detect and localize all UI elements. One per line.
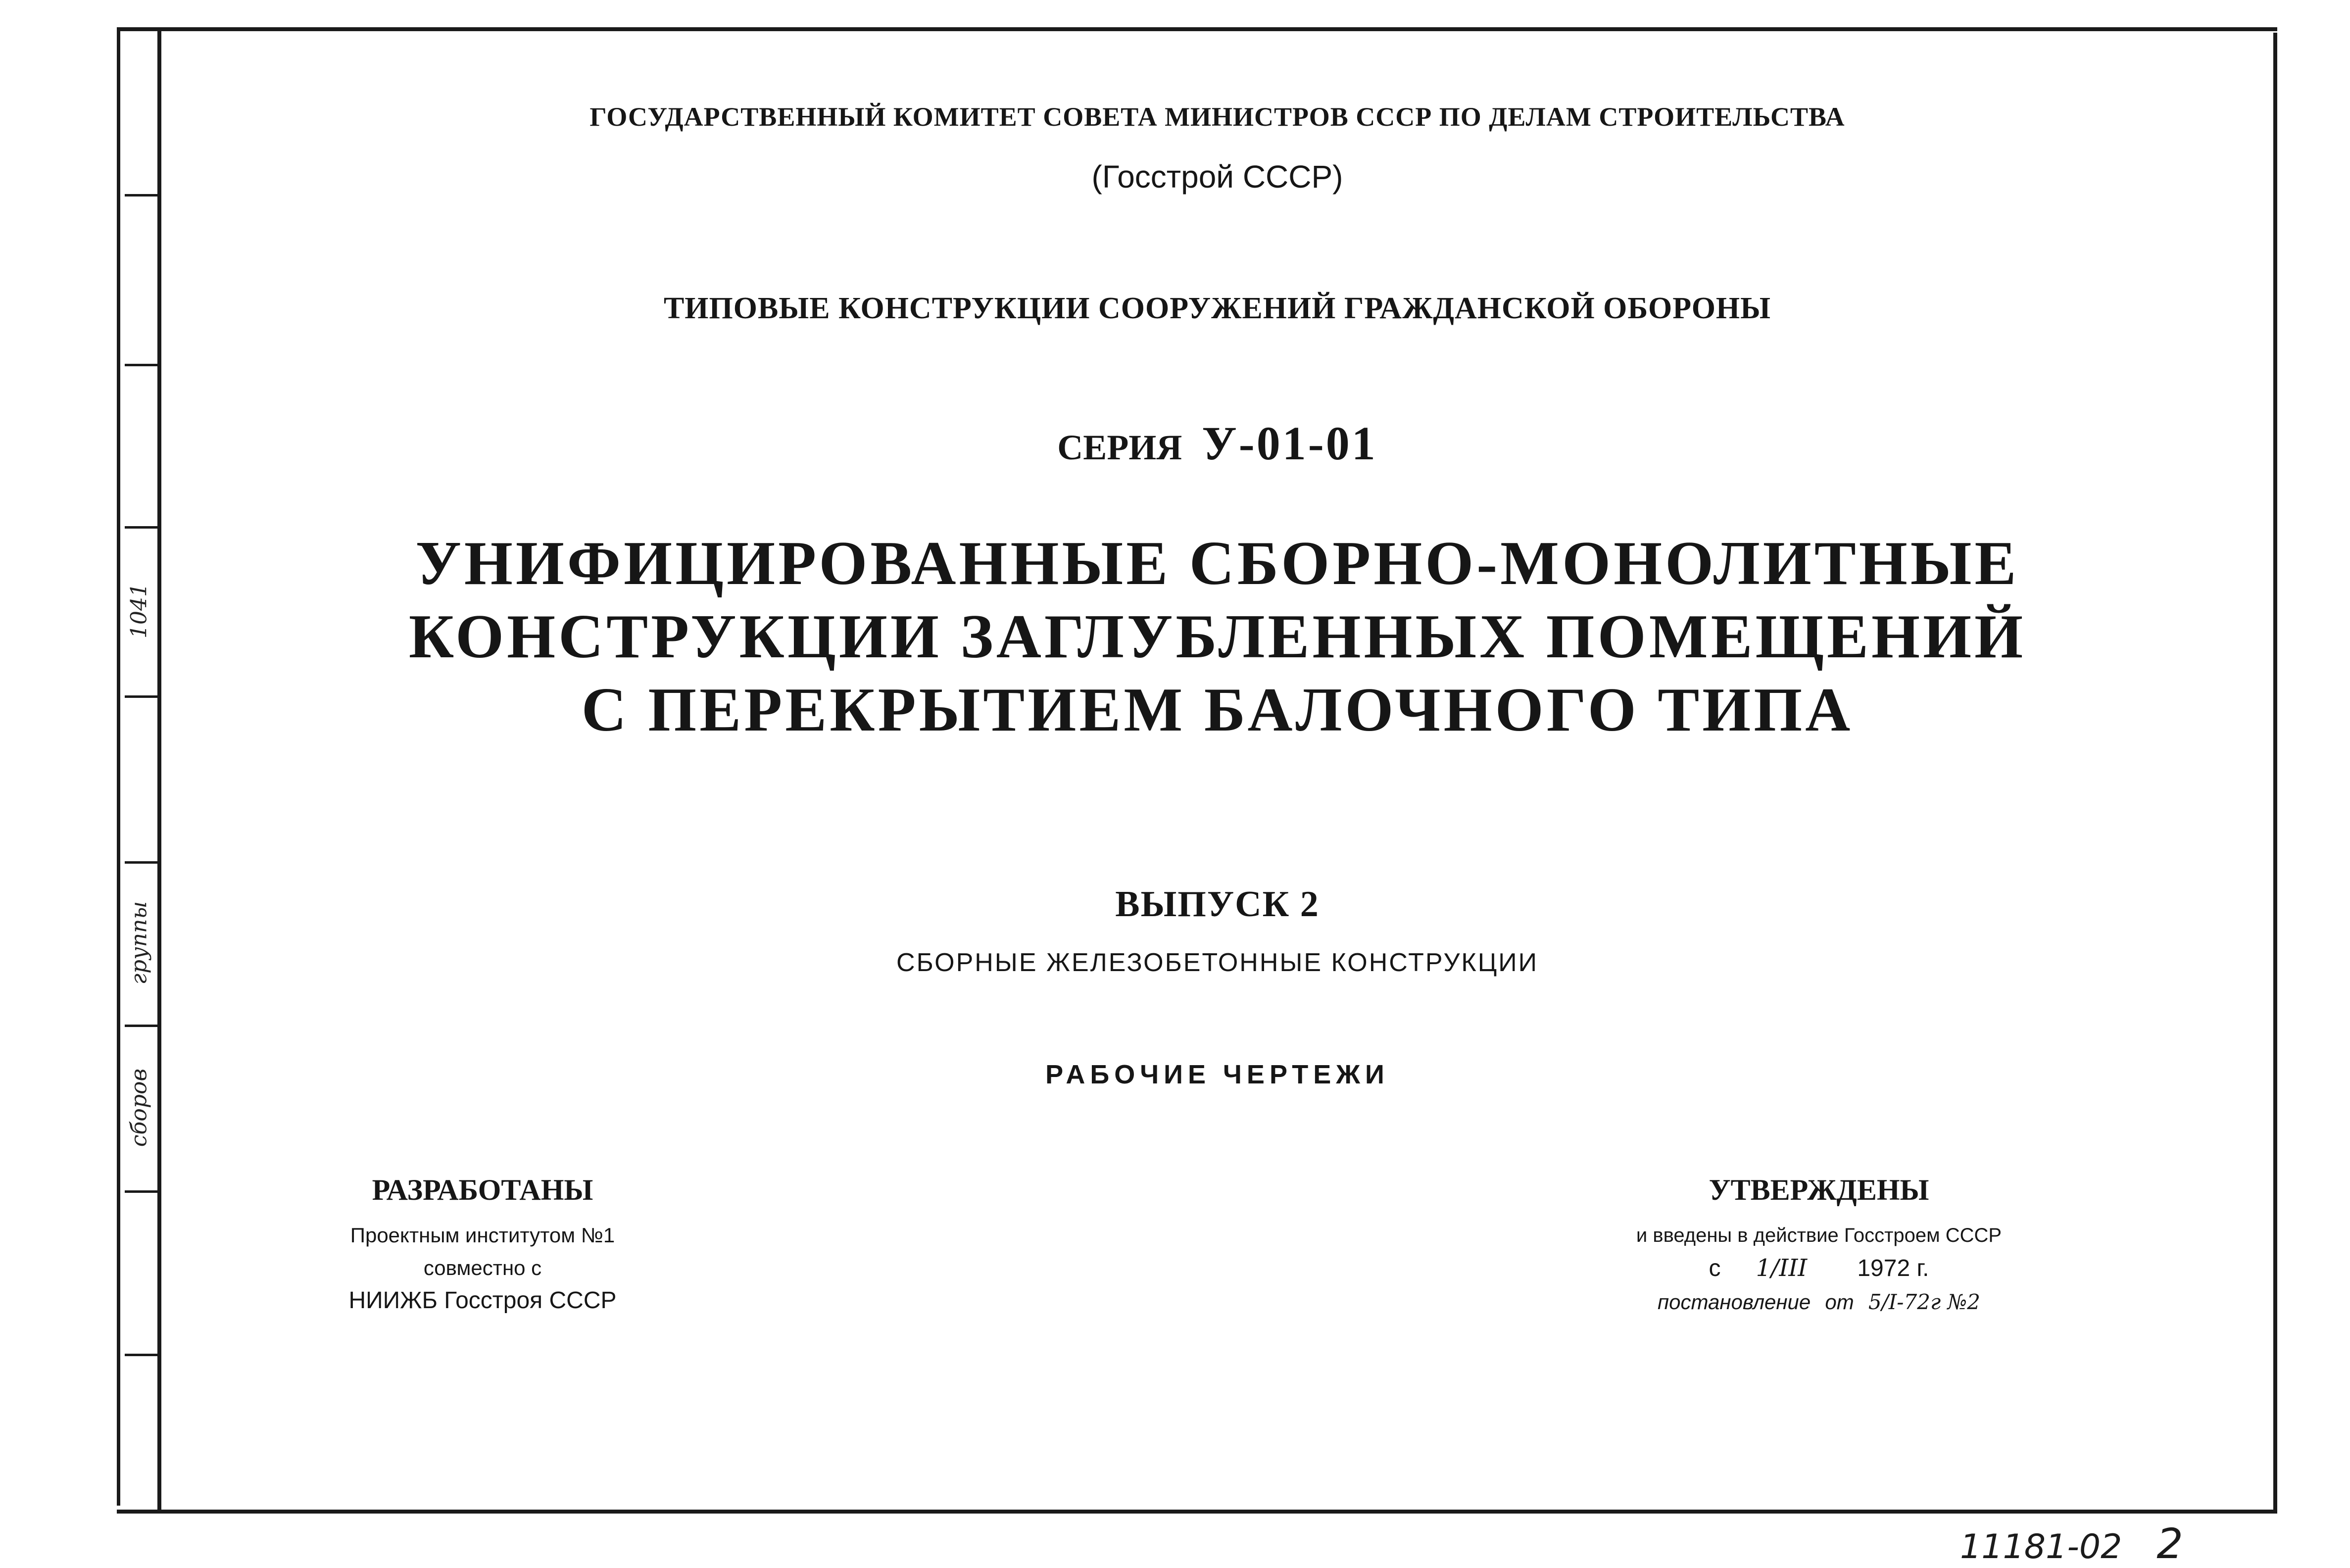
developed-line: Проектным институтом №1 — [350, 1224, 615, 1247]
side-divider — [125, 364, 157, 366]
decree-from: от — [1825, 1290, 1854, 1314]
approved-heading: УТВЕРЖДЕНЫ — [1709, 1174, 1929, 1206]
side-divider — [125, 194, 157, 196]
frame-bottom-line — [117, 1510, 2277, 1514]
frame-right-line — [2273, 33, 2277, 1513]
document-code — [1960, 1519, 2183, 1568]
date-handwritten: 1/III — [1756, 1254, 1808, 1282]
side-divider — [125, 695, 157, 698]
document-type: РАБОЧИЕ ЧЕРТЕЖИ — [1045, 1060, 1389, 1089]
approved-block — [1584, 1173, 2054, 1319]
developed-block — [297, 1173, 668, 1317]
main-title-line: КОНСТРУКЦИИ ЗАГЛУБЛЕННЫХ ПОМЕЩЕНИЙ — [408, 602, 2026, 671]
main-title — [161, 527, 2273, 747]
issue-subtitle: СБОРНЫЕ ЖЕЛЕЗОБЕТОННЫЕ КОНСТРУКЦИИ — [896, 948, 1538, 977]
series-code: У-01-01 — [1202, 417, 1377, 470]
side-stamp-text: группы — [126, 901, 151, 985]
doc-code: 11181-02 — [1960, 1527, 2122, 1567]
frame-outer-left-line — [117, 28, 120, 1506]
side-stamp-cell — [120, 861, 157, 1025]
main-title-line: С ПЕРЕКРЫТИЕМ БАЛОЧНОГО ТИПА — [581, 676, 1854, 744]
side-stamp-text: сборов — [126, 1068, 151, 1147]
decree-value: 5/I-72г №2 — [1868, 1290, 1980, 1314]
frame-top-line — [117, 27, 2277, 31]
frame-inner-left-line — [157, 31, 161, 1514]
developed-heading: РАЗРАБОТАНЫ — [372, 1174, 593, 1206]
issue-label: ВЫПУСК 2 — [1115, 884, 1320, 925]
main-title-line: УНИФИЦИРОВАННЫЕ СБОРНО-МОНОЛИТНЫЕ — [415, 529, 2019, 598]
series-label: СЕРИЯ — [1057, 428, 1182, 467]
organization-abbreviation: (Госстрой СССР) — [1091, 159, 1343, 195]
date-year: 1972 г. — [1857, 1255, 1929, 1281]
committee-title: ГОСУДАРСТВЕННЫЙ КОМИТЕТ СОВЕТА МИНИСТРОВ СССР ПО ДЕЛАМ СТРОИТЕЛЬСТВА — [589, 102, 1845, 132]
page-number: 2 — [2156, 1519, 2183, 1568]
side-stamp-cell — [120, 1025, 157, 1190]
series-line — [161, 416, 2273, 471]
side-stamp-cell — [120, 526, 157, 695]
approved-line: и введены в действие Госстроем СССР — [1636, 1225, 2002, 1246]
side-divider — [125, 1354, 157, 1356]
decree-label: постановление — [1658, 1290, 1811, 1314]
developed-line: совместно с — [423, 1256, 542, 1279]
date-prefix: с — [1709, 1255, 1721, 1281]
side-stamp-text: 1041 — [126, 583, 151, 638]
developed-line: НИИЖБ Госстроя СССР — [348, 1287, 617, 1314]
decree-line — [1584, 1286, 2054, 1319]
side-divider — [125, 1190, 157, 1193]
typical-constructions-title: ТИПОВЫЕ КОНСТРУКЦИИ СООРУЖЕНИЙ ГРАЖДАНСКОЙ ОБОРОНЫ — [663, 292, 1771, 325]
approved-date-line — [1584, 1252, 2054, 1286]
